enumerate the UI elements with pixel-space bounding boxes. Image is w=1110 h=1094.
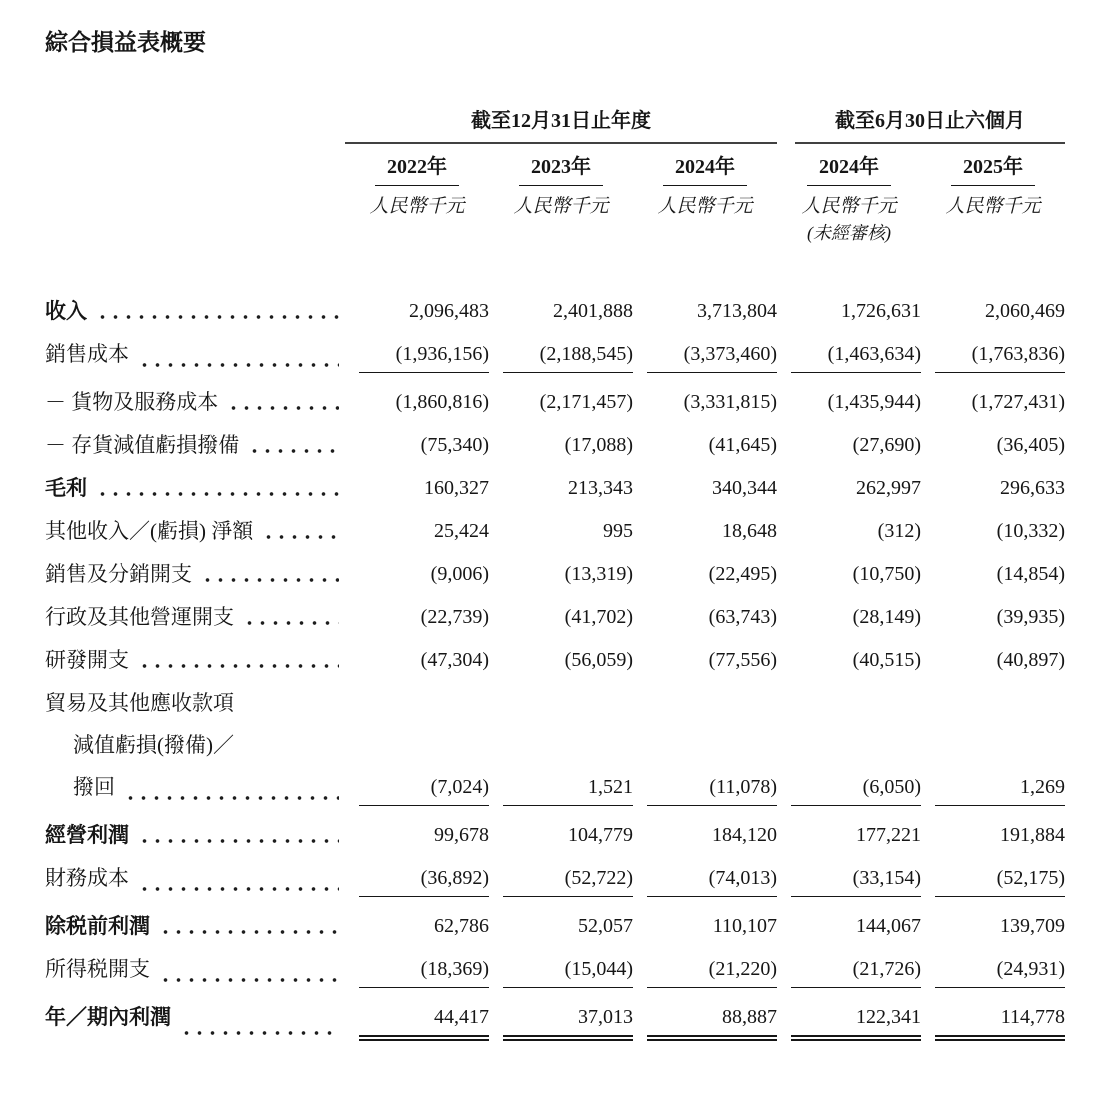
value-cell: (1,763,836) <box>921 341 1065 373</box>
value-cell: 177,221 <box>856 824 921 846</box>
value-cell: (2,188,545) <box>489 341 633 373</box>
table-row-trade-receivables-impairment-line1 <box>45 690 1065 716</box>
value-cell: (18,369) <box>345 956 489 988</box>
value-cell: 2,401,888 <box>553 300 633 322</box>
row-label: 其他收入／(虧損) 淨額 <box>45 519 254 543</box>
row-label-cell <box>45 604 345 631</box>
period-group-annual <box>345 108 777 144</box>
table-row-profit-before-tax <box>45 913 1065 940</box>
value-cell: 114,778 <box>921 1004 1065 1041</box>
value-cell: (1,463,634) <box>777 341 921 373</box>
column-unit: 人民幣千元 <box>657 196 753 217</box>
row-label-cell <box>45 865 345 897</box>
table-row-finance-costs <box>45 865 1065 897</box>
value-cell: 88,887 <box>633 1004 777 1041</box>
value-cell: 62,786 <box>434 915 489 937</box>
value-cell: (13,319) <box>564 563 633 585</box>
value-cell: (11,078) <box>633 774 777 806</box>
table-row-selling-distribution-expenses <box>45 561 1065 588</box>
value-cell: (1,727,431) <box>971 391 1065 413</box>
value-cell: 52,057 <box>578 915 633 937</box>
value-cell: 110,107 <box>712 915 777 937</box>
value-cell: 262,997 <box>856 477 921 499</box>
table-header-years <box>45 155 1065 186</box>
value-cell: (36,892) <box>345 865 489 897</box>
column-note <box>489 222 633 244</box>
row-label-cell <box>45 822 345 849</box>
row-label-cell <box>45 298 345 325</box>
table-row-trade-receivables-impairment-reversal <box>45 774 1065 806</box>
value-cell: (9,006) <box>430 563 489 585</box>
row-label-cell <box>45 561 345 588</box>
value-cell: (56,059) <box>564 649 633 671</box>
row-label: 所得税開支 <box>45 957 150 981</box>
row-label: 研發開支 <box>45 648 129 672</box>
value-cell: 122,341 <box>777 1004 921 1041</box>
value-cell: 1,269 <box>921 774 1065 806</box>
value-cell: (47,304) <box>420 649 489 671</box>
dot-leader <box>138 838 339 844</box>
row-label-cell <box>45 475 345 502</box>
column-note <box>633 222 777 244</box>
row-label: － 存貨減值虧損撥備 <box>45 433 240 457</box>
column-year-2023: 2023年 <box>489 155 633 186</box>
dot-leader <box>248 448 339 454</box>
row-label: － 貨物及服務成本 <box>45 390 219 414</box>
dot-leader <box>159 977 339 983</box>
value-cell: 99,678 <box>434 824 489 846</box>
table-header-notes <box>45 222 1065 244</box>
value-cell: 191,884 <box>1000 824 1065 846</box>
value-cell: (10,750) <box>852 563 921 585</box>
value-cell: (6,050) <box>777 774 921 806</box>
column-unit: 人民幣千元 <box>369 196 465 217</box>
header-label-spacer <box>45 222 345 244</box>
value-cell: (22,495) <box>708 563 777 585</box>
dot-leader <box>96 491 339 497</box>
row-label: 年／期內利潤 <box>45 1005 171 1029</box>
dot-leader <box>96 314 339 320</box>
income-statement-table <box>45 108 1065 1041</box>
value-cell: (52,175) <box>921 865 1065 897</box>
dot-leader <box>227 405 339 411</box>
period-group-annual-title: 截至12月31日止年度 <box>345 108 777 144</box>
row-label-cell <box>45 732 345 758</box>
value-cell: (52,722) <box>489 865 633 897</box>
value-cell: (41,702) <box>564 606 633 628</box>
table-row-gross-profit <box>45 475 1065 502</box>
row-label: 經營利潤 <box>45 823 129 847</box>
dot-leader <box>262 534 339 540</box>
column-year-2024: 2024年 <box>633 155 777 186</box>
table-row-admin-operating-expenses <box>45 604 1065 631</box>
table-row-other-income-net <box>45 518 1065 545</box>
value-cell: 18,648 <box>722 520 777 542</box>
value-cell: (24,931) <box>921 956 1065 988</box>
value-cell: (36,405) <box>996 434 1065 456</box>
row-label: 財務成本 <box>45 866 129 890</box>
value-cell: (21,726) <box>777 956 921 988</box>
period-group-interim <box>777 108 1065 144</box>
value-cell: 995 <box>603 520 633 542</box>
value-cell: 25,424 <box>434 520 489 542</box>
value-cell: (7,024) <box>345 774 489 806</box>
column-note-unaudited: (未經審核) <box>807 223 891 243</box>
row-label-cell <box>45 647 345 674</box>
row-label-cell <box>45 1004 345 1041</box>
table-row-operating-profit <box>45 822 1065 849</box>
dot-leader <box>180 1030 339 1036</box>
value-cell: (74,013) <box>633 865 777 897</box>
value-cell: 1,726,631 <box>841 300 921 322</box>
value-cell: (75,340) <box>420 434 489 456</box>
value-cell: (312) <box>877 520 921 542</box>
value-cell: 340,344 <box>712 477 777 499</box>
row-label: 收入 <box>45 299 87 323</box>
value-cell: 2,096,483 <box>409 300 489 322</box>
table-header-units <box>45 195 1065 219</box>
value-cell: 1,521 <box>489 774 633 806</box>
row-label-cell <box>45 913 345 940</box>
header-label-spacer <box>45 108 345 144</box>
column-note <box>345 222 489 244</box>
column-year-2025: 2025年 <box>921 155 1065 186</box>
table-header-period-groups <box>45 108 1065 144</box>
page-title: 綜合損益表概要 <box>45 30 206 56</box>
value-cell: (3,373,460) <box>633 341 777 373</box>
value-cell: (39,935) <box>996 606 1065 628</box>
row-label-cell <box>45 341 345 373</box>
column-unit: 人民幣千元 <box>801 196 897 217</box>
column-year-2022: 2022年 <box>345 155 489 186</box>
value-cell: (28,149) <box>852 606 921 628</box>
row-label-cell <box>45 389 345 416</box>
dot-leader <box>159 929 339 935</box>
column-note <box>921 222 1065 244</box>
row-label-cell <box>45 518 345 545</box>
table-row-profit-for-the-period <box>45 1004 1065 1041</box>
table-row-revenue <box>45 298 1065 325</box>
value-cell: (33,154) <box>777 865 921 897</box>
value-cell: (10,332) <box>996 520 1065 542</box>
value-cell: 139,709 <box>1000 915 1065 937</box>
value-cell: (40,897) <box>996 649 1065 671</box>
value-cell: 296,633 <box>1000 477 1065 499</box>
table-row-cost-of-sales <box>45 341 1065 373</box>
row-label: 撥回 <box>73 775 115 799</box>
value-cell: (17,088) <box>564 434 633 456</box>
value-cell: 160,327 <box>424 477 489 499</box>
header-label-spacer <box>45 195 345 219</box>
value-cell: (1,860,816) <box>395 391 489 413</box>
table-row-inventory-impairment <box>45 432 1065 459</box>
value-cell: (22,739) <box>420 606 489 628</box>
value-cell: (3,331,815) <box>683 391 777 413</box>
column-year-2024-interim: 2024年 <box>777 155 921 186</box>
row-label: 毛利 <box>45 476 87 500</box>
dot-leader <box>138 886 339 892</box>
dot-leader <box>201 577 339 583</box>
value-cell: (1,936,156) <box>345 341 489 373</box>
row-label: 除税前利潤 <box>45 914 150 938</box>
value-cell: (21,220) <box>633 956 777 988</box>
table-row-cost-of-goods-services <box>45 389 1065 416</box>
column-unit: 人民幣千元 <box>513 196 609 217</box>
value-cell: (40,515) <box>852 649 921 671</box>
value-cell: 2,060,469 <box>985 300 1065 322</box>
value-cell: 184,120 <box>712 824 777 846</box>
value-cell: 37,013 <box>489 1004 633 1041</box>
value-cell: 213,343 <box>568 477 633 499</box>
value-cell: (41,645) <box>708 434 777 456</box>
dot-leader <box>124 795 339 801</box>
dot-leader <box>243 620 339 626</box>
value-cell: 44,417 <box>345 1004 489 1041</box>
value-cell: (63,743) <box>708 606 777 628</box>
row-label-cell <box>45 774 345 806</box>
value-cell: 104,779 <box>568 824 633 846</box>
value-cell: (77,556) <box>708 649 777 671</box>
row-label: 銷售成本 <box>45 342 129 366</box>
period-group-interim-title: 截至6月30日止六個月 <box>795 108 1065 144</box>
table-row-rd-expenses <box>45 647 1065 674</box>
header-label-spacer <box>45 155 345 186</box>
table-row-trade-receivables-impairment-line2 <box>45 732 1065 758</box>
table-body <box>45 298 1065 1041</box>
row-label: 行政及其他營運開支 <box>45 605 234 629</box>
value-cell: (27,690) <box>852 434 921 456</box>
value-cell: (14,854) <box>996 563 1065 585</box>
column-unit: 人民幣千元 <box>945 196 1041 217</box>
row-label: 銷售及分銷開支 <box>45 562 192 586</box>
row-label-cell <box>45 432 345 459</box>
value-cell: 144,067 <box>856 915 921 937</box>
value-cell: (15,044) <box>489 956 633 988</box>
value-cell: 3,713,804 <box>697 300 777 322</box>
row-label: 貿易及其他應收款項 <box>45 691 234 715</box>
dot-leader <box>138 663 339 669</box>
table-row-income-tax-expense <box>45 956 1065 988</box>
value-cell: (2,171,457) <box>539 391 633 413</box>
row-label: 減值虧損(撥備)／ <box>73 733 234 757</box>
row-label-cell <box>45 956 345 988</box>
row-label-cell <box>45 690 345 716</box>
value-cell: (1,435,944) <box>827 391 921 413</box>
dot-leader <box>138 362 339 368</box>
